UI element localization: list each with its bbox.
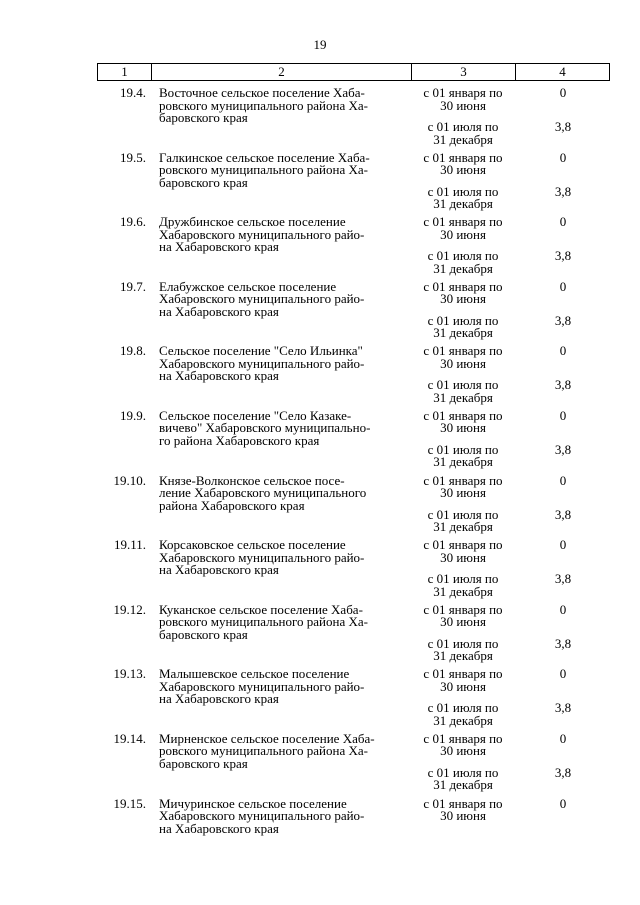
period-second-half-line: 31 декабря: [433, 260, 493, 276]
period-first-half-line: 30 июня: [440, 97, 486, 113]
settlement-name-line: Елабужское сельское поселение: [159, 278, 337, 294]
period-first-half: [411, 730, 515, 759]
period-second-half-line: с 01 июля по: [427, 571, 499, 587]
table-row: [0, 87, 640, 152]
period-second-half: [411, 121, 515, 146]
period-second-half-line: с 01 июля по: [427, 312, 499, 328]
value-first-half: 0: [559, 666, 567, 682]
period-second-half-line: с 01 июля по: [427, 635, 499, 651]
period-second-half: [411, 250, 515, 275]
period-second-half-line: 31 декабря: [433, 712, 493, 728]
period-second-half-line: с 01 июля по: [427, 700, 499, 716]
settlement-name-line: Хабаровского муниципального райо-: [159, 549, 365, 565]
settlement-name-line: ровского муниципального района Ха-: [159, 614, 368, 630]
settlement-name: [159, 149, 409, 190]
period-second-half-line: с 01 июля по: [427, 764, 499, 780]
settlement-name: [159, 278, 409, 319]
settlement-name: [159, 601, 409, 642]
period-first-half: [411, 668, 515, 693]
table-row: [0, 149, 640, 217]
settlement-name-line: ровского муниципального района Ха-: [159, 97, 368, 113]
period-second-half-line: с 01 июля по: [427, 248, 499, 264]
settlement-name-line: баровского края: [159, 174, 248, 190]
settlement-name-line: баровского края: [159, 755, 248, 771]
value-second-half: 3,8: [554, 183, 572, 199]
period-first-half: [411, 407, 515, 436]
period-first-half: [411, 149, 515, 178]
settlement-name-line: ровского муниципального района Ха-: [159, 743, 368, 759]
settlement-name: [159, 87, 409, 125]
period-first-half-line: с 01 января по: [423, 795, 503, 811]
period-second-half-line: с 01 июля по: [427, 506, 499, 522]
period-first-half-line: с 01 января по: [423, 601, 503, 617]
settlement-name-line: ление Хабаровского муниципального: [159, 485, 367, 501]
settlement-name-line: Мирненское сельское поселение Хаба-: [159, 730, 375, 746]
period-first-half: [411, 795, 515, 824]
period-second-half-line: 31 декабря: [433, 648, 493, 664]
period-second-half-line: 31 декабря: [433, 196, 493, 212]
period-first-half-line: с 01 января по: [423, 537, 503, 553]
column-header-4: 4: [516, 64, 610, 81]
value-first-half: 0: [559, 149, 567, 165]
period-first-half-line: с 01 января по: [423, 343, 503, 359]
value-second-half: 3,8: [554, 506, 572, 522]
settlement-name-line: Дружбинское сельское поселение: [159, 214, 346, 230]
period-second-half: [411, 702, 515, 727]
column-header-1: 1: [98, 64, 152, 81]
period-first-half-line: 30 июня: [440, 743, 486, 759]
settlement-name: [159, 216, 409, 254]
row-number: 19.15.: [113, 795, 146, 811]
settlement-name-line: баровского края: [159, 626, 248, 642]
settlement-name-line: района Хабаровского края: [159, 497, 305, 513]
table-row: [0, 472, 640, 540]
settlement-name: [159, 472, 409, 513]
period-second-half: [411, 379, 515, 404]
settlement-name-line: Сельское поселение "Село Ильинка": [159, 343, 363, 359]
period-second-half-line: 31 декабря: [433, 454, 493, 470]
settlement-name-line: на Хабаровского края: [159, 820, 279, 836]
period-second-half-line: 31 декабря: [433, 389, 493, 405]
value-first-half: 0: [559, 343, 567, 359]
period-first-half-line: с 01 января по: [423, 472, 503, 488]
value-first-half: 0: [559, 407, 567, 423]
settlement-name-line: на Хабаровского края: [159, 562, 279, 578]
period-first-half-line: 30 июня: [440, 355, 486, 371]
period-first-half: [411, 216, 515, 241]
table-row: [0, 668, 640, 733]
value-second-half: 3,8: [554, 441, 572, 457]
value-first-half: 0: [559, 214, 567, 230]
settlement-name-line: ровского муниципального района Ха-: [159, 162, 368, 178]
settlement-name: [159, 539, 409, 577]
row-number: 19.7.: [120, 278, 146, 294]
period-second-half: [411, 635, 515, 664]
value-first-half: 0: [559, 472, 567, 488]
period-second-half-line: с 01 июля по: [427, 183, 499, 199]
period-second-half: [411, 506, 515, 535]
settlement-name-line: Мичуринское сельское поселение: [159, 795, 347, 811]
period-first-half-line: 30 июня: [440, 162, 486, 178]
period-second-half: [411, 183, 515, 212]
period-second-half-line: 31 декабря: [433, 131, 493, 147]
period-first-half-line: 30 июня: [440, 678, 486, 694]
value-second-half: 3,8: [554, 248, 572, 264]
settlement-name-line: Хабаровского муниципального райо-: [159, 808, 365, 824]
value-second-half: 3,8: [554, 764, 572, 780]
period-second-half-line: 31 декабря: [433, 777, 493, 793]
settlement-name: [159, 730, 409, 771]
column-header-2: 2: [152, 64, 412, 81]
table-row: [0, 601, 640, 669]
period-second-half-line: с 01 июля по: [427, 119, 499, 134]
settlement-name: [159, 668, 409, 706]
settlement-name-line: Хабаровского муниципального райо-: [159, 678, 365, 694]
row-number: 19.12.: [113, 601, 146, 617]
value-first-half: 0: [559, 730, 567, 746]
value-second-half: 3,8: [554, 377, 572, 393]
period-second-half-line: 31 декабря: [433, 519, 493, 535]
row-number: 19.9.: [120, 407, 146, 423]
table-row: [0, 539, 640, 604]
period-second-half-line: с 01 июля по: [427, 441, 499, 457]
period-second-half-line: 31 декабря: [433, 325, 493, 341]
settlement-name-line: Галкинское сельское поселение Хаба-: [159, 149, 370, 165]
period-second-half-line: с 01 июля по: [427, 377, 499, 393]
value-first-half: 0: [559, 85, 567, 100]
settlement-name-line: Хабаровского муниципального райо-: [159, 291, 365, 307]
row-number: 19.13.: [113, 666, 146, 682]
table-row: [0, 795, 640, 863]
value-first-half: 0: [559, 278, 567, 294]
settlement-name-line: на Хабаровского края: [159, 239, 279, 255]
period-first-half-line: 30 июня: [440, 420, 486, 436]
settlement-name: [159, 407, 409, 448]
value-second-half: 3,8: [554, 571, 572, 587]
settlement-name-line: на Хабаровского края: [159, 368, 279, 384]
value-first-half: 0: [559, 795, 567, 811]
period-second-half: [411, 312, 515, 341]
table-row: [0, 345, 640, 410]
column-header-table: [97, 63, 610, 81]
row-number: 19.11.: [113, 537, 146, 553]
period-second-half: [411, 764, 515, 793]
period-second-half: [411, 573, 515, 598]
value-first-half: 0: [559, 601, 567, 617]
column-header-3: 3: [412, 64, 516, 81]
value-second-half: 3,8: [554, 119, 572, 134]
settlement-name-line: Хабаровского муниципального райо-: [159, 226, 365, 242]
period-first-half: [411, 345, 515, 370]
period-first-half-line: с 01 января по: [423, 666, 503, 682]
row-number: 19.5.: [120, 149, 146, 165]
settlement-name: [159, 795, 409, 836]
period-first-half-line: 30 июня: [440, 614, 486, 630]
period-first-half-line: 30 июня: [440, 549, 486, 565]
period-first-half: [411, 472, 515, 501]
settlement-name-line: Князе-Волконское сельское посе-: [159, 472, 345, 488]
settlement-name-line: Куканское сельское поселение Хаба-: [159, 601, 363, 617]
period-first-half-line: с 01 января по: [423, 278, 503, 294]
settlement-name-line: на Хабаровского края: [159, 303, 279, 319]
settlement-name-line: го района Хабаровского края: [159, 432, 320, 448]
table-row: [0, 407, 640, 475]
settlement-name-line: Восточное сельское поселение Хаба-: [159, 85, 365, 100]
value-second-half: 3,8: [554, 700, 572, 716]
value-second-half: 3,8: [554, 635, 572, 651]
table-row: [0, 278, 640, 346]
period-second-half-line: 31 декабря: [433, 583, 493, 599]
period-first-half-line: 30 июня: [440, 291, 486, 307]
settlement-name: [159, 345, 409, 383]
page-number: 19: [313, 37, 327, 52]
row-number: 19.10.: [113, 472, 146, 488]
value-first-half: 0: [559, 537, 567, 553]
table-row: [0, 216, 640, 281]
period-first-half-line: 30 июня: [440, 485, 486, 501]
period-first-half-line: с 01 января по: [423, 214, 503, 230]
settlement-name-line: баровского края: [159, 110, 248, 125]
row-number: 19.4.: [120, 85, 146, 100]
settlement-name-line: Малышевское сельское поселение: [159, 666, 350, 682]
settlement-name-line: вичево" Хабаровского муниципально-: [159, 420, 371, 436]
period-first-half-line: 30 июня: [440, 808, 486, 824]
settlement-name-line: Хабаровского муниципального райо-: [159, 355, 365, 371]
settlement-name-line: Корсаковское сельское поселение: [159, 537, 346, 553]
period-second-half: [411, 441, 515, 470]
period-first-half: [411, 539, 515, 564]
row-number: 19.6.: [120, 214, 146, 230]
period-first-half-line: 30 июня: [440, 226, 486, 242]
period-first-half: [411, 87, 515, 112]
table-body: [0, 87, 640, 862]
row-number: 19.14.: [113, 730, 146, 746]
period-first-half: [411, 601, 515, 630]
settlement-name-line: Сельское поселение "Село Казаке-: [159, 407, 352, 423]
row-number: 19.8.: [120, 343, 146, 359]
table-row: [0, 730, 640, 798]
value-second-half: 3,8: [554, 312, 572, 328]
period-first-half-line: с 01 января по: [423, 85, 503, 100]
column-header-row: [98, 64, 610, 81]
period-first-half: [411, 278, 515, 307]
period-first-half-line: с 01 января по: [423, 407, 503, 423]
period-first-half-line: с 01 января по: [423, 730, 503, 746]
period-first-half-line: с 01 января по: [423, 149, 503, 165]
settlement-name-line: на Хабаровского края: [159, 691, 279, 707]
